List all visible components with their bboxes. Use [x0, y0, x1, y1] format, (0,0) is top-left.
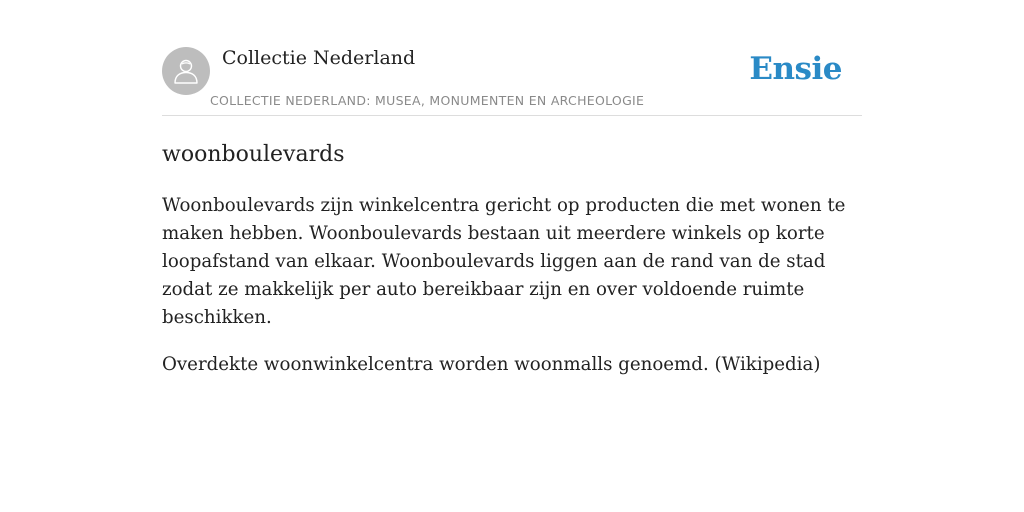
article-body: [162, 192, 864, 398]
author-avatar[interactable]: [162, 47, 210, 95]
article-paragraph: Overdekte woonwinkelcentra worden woonmalls genoemd. (Wikipedia): [162, 354, 821, 375]
article-title: woonboulevards: [162, 142, 345, 167]
author-name-link[interactable]: Collectie Nederland: [222, 47, 416, 69]
user-silhouette-icon: [171, 56, 201, 86]
article-paragraph: Woonboulevards zijn winkelcentra gericht op producten die met wonen te maken hebben. Woonboulevards bestaan uit meerdere winkels op korte loopafstand van elkaar. Woonboulevards liggen aan de rand van de stad zodat ze makkelijk per auto bereikbaar zijn en over voldoende ruimte beschikken.: [162, 195, 846, 328]
article-page: [162, 0, 862, 375]
ensie-logo[interactable]: Ensie: [749, 51, 842, 87]
author-header: [162, 0, 862, 116]
author-subtitle: COLLECTIE NEDERLAND: MUSEA, MONUMENTEN EN ARCHEOLOGIE: [210, 93, 645, 108]
